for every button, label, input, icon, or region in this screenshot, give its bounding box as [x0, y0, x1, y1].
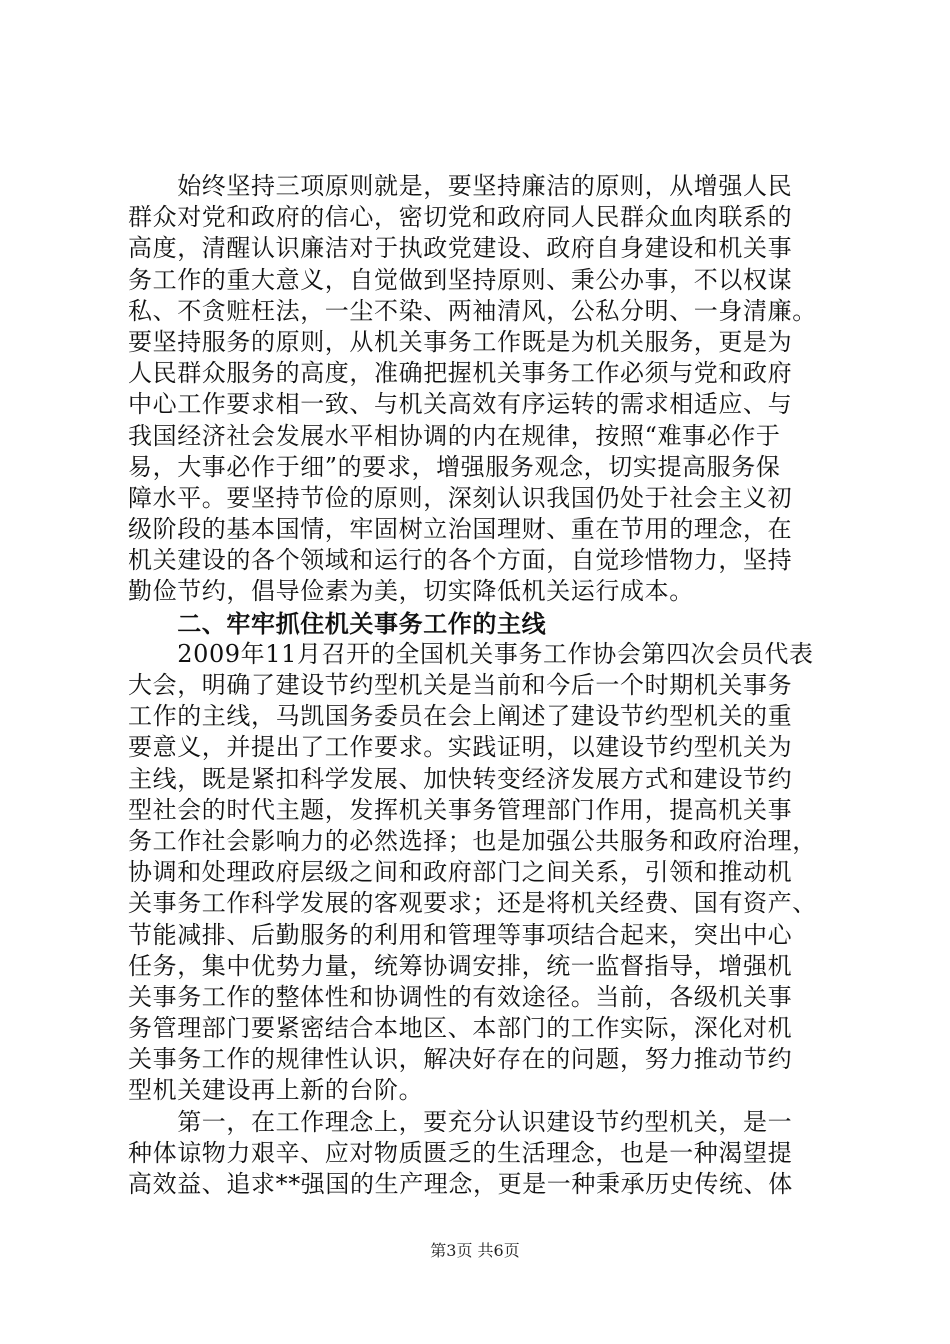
- document-body: [128, 171, 838, 1200]
- paragraph-line: 群众对党和政府的信心，密切党和政府同人民群众血肉联系的: [128, 203, 793, 232]
- section-heading: 二、牢牢抓住机关事务工作的主线: [128, 608, 547, 638]
- paragraph-line: 任务，集中优势力量，统筹协调安排，统一监督指导，增强机: [128, 951, 793, 980]
- paragraph-line: 级阶段的基本国情，牢固树立治国理财、重在节用的理念，在: [128, 515, 793, 544]
- paragraph-line: 中心工作要求相一致、与机关高效有序运转的需求相适应、与: [128, 390, 793, 419]
- paragraph-line: 工作的主线，马凯国务委员在会上阐述了建设节约型机关的重: [128, 702, 793, 731]
- paragraph-line: 高效益、追求**强国的生产理念，更是一种秉承历史传统、体: [128, 1170, 793, 1198]
- paragraph-line: 机关建设的各个领域和运行的各个方面，自觉珍惜物力，坚持: [128, 546, 793, 575]
- page-number: 第3页 共6页: [430, 1241, 520, 1260]
- paragraph-line: 节能减排、后勤服务的利用和管理等事项结合起来，突出中心: [128, 920, 793, 949]
- paragraph-line: 关事务工作的规律性认识，解决好存在的问题，努力推动节约: [128, 1045, 793, 1074]
- paragraph-line: 协调和处理政府层级之间和政府部门之间关系，引领和推动机: [128, 858, 793, 887]
- paragraph-line: 关事务工作科学发展的客观要求；还是将机关经费、国有资产、: [128, 889, 817, 918]
- paragraph-line: 我国经济社会发展水平相协调的内在规律，按照“难事必作于: [128, 421, 781, 450]
- paragraph-line: 务管理部门要紧密结合本地区、本部门的工作实际，深化对机: [128, 1014, 793, 1043]
- paragraph-line: 大会，明确了建设节约型机关是当前和今后一个时期机关事务: [128, 671, 793, 699]
- paragraph-line: 主线，既是紧扣科学发展、加快转变经济发展方式和建设节约: [128, 764, 793, 793]
- paragraph-line: 人民群众服务的高度，准确把握机关事务工作必须与党和政府: [128, 359, 793, 388]
- paragraph-line: 型机关建设再上新的台阶。: [128, 1076, 424, 1105]
- paragraph-line: 务工作社会影响力的必然选择；也是加强公共服务和政府治理，: [128, 826, 817, 855]
- paragraph-line: 障水平。要坚持节俭的原则，深刻认识我国仍处于社会主义初: [128, 483, 793, 512]
- paragraph-line: 私、不贪赃枉法，一尘不染、两袖清风，公私分明、一身清廉。: [128, 296, 817, 325]
- paragraph-line: 关事务工作的整体性和协调性的有效途径。当前，各级机关事: [128, 982, 793, 1011]
- paragraph-line: 要意义，并提出了工作要求。实践证明，以建设节约型机关为: [128, 733, 793, 762]
- paragraph-line: 勤俭节约，倡导俭素为美，切实降低机关运行成本。: [128, 577, 694, 606]
- paragraph-line: 种体谅物力艰辛、应对物质匮乏的生活理念，也是一种渴望提: [128, 1138, 793, 1167]
- paragraph-line: 易，大事必作于细”的要求，增强服务观念，切实提高服务保: [128, 452, 781, 481]
- paragraph-line: 第一，在工作理念上，要充分认识建设节约型机关，是一: [128, 1107, 793, 1136]
- paragraph-line: 务工作的重大意义，自觉做到坚持原则、秉公办事，不以权谋: [128, 265, 793, 294]
- paragraph-line: 2009年11月召开的全国机关事务工作协会第四次会员代表: [128, 639, 814, 668]
- paragraph-line: 高度，清醒认识廉洁对于执政党建设、政府自身建设和机关事: [128, 234, 793, 263]
- paragraph-line: 始终坚持三项原则就是，要坚持廉洁的原则，从增强人民: [128, 172, 793, 200]
- paragraph-line: 要坚持服务的原则，从机关事务工作既是为机关服务，更是为: [128, 327, 793, 356]
- paragraph-line: 型社会的时代主题，发挥机关事务管理部门作用，提高机关事: [128, 795, 793, 824]
